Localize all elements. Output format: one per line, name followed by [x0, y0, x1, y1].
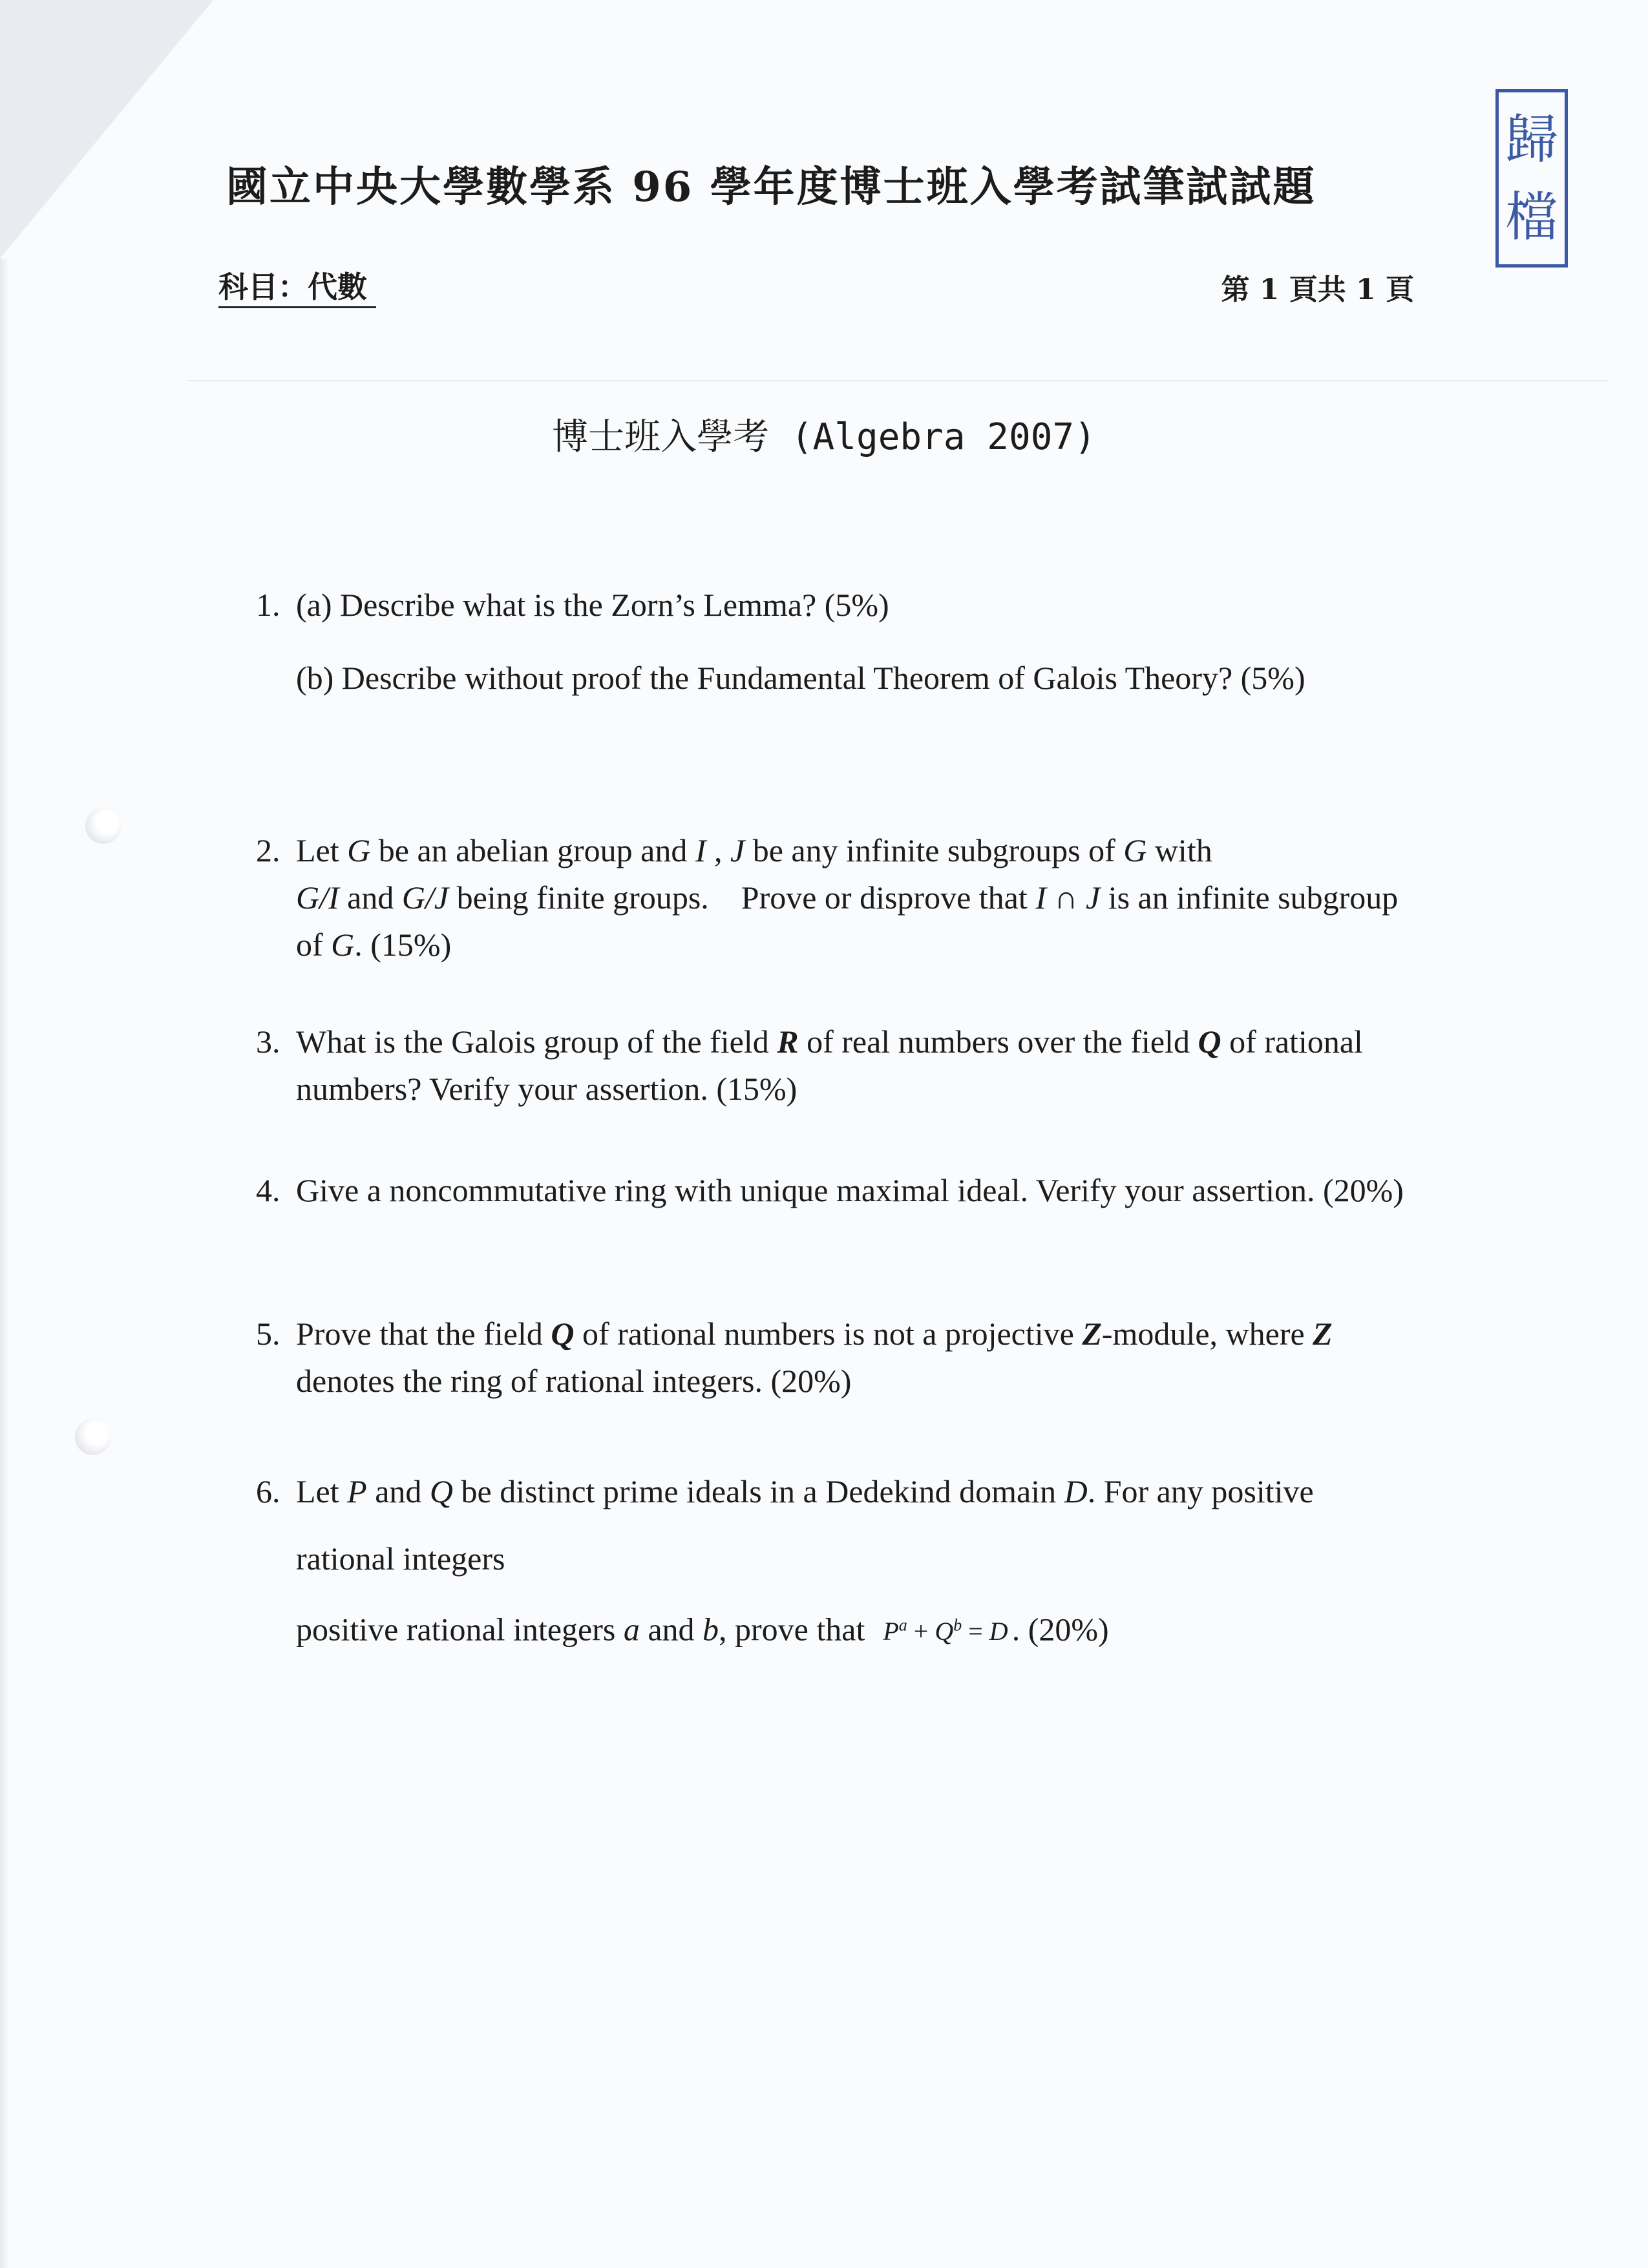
stamp-char-1: 歸: [1505, 109, 1558, 171]
text: of real numbers over the field: [798, 1024, 1198, 1060]
problem-3-text: [296, 1018, 1413, 1113]
formula-d: D: [989, 1617, 1008, 1646]
problem-6: [256, 1458, 1413, 1665]
formula-p: P: [883, 1617, 899, 1646]
formula-exp-b: b: [953, 1616, 962, 1635]
math-symbol: G: [331, 927, 355, 963]
problem-1-part-b: [296, 655, 1413, 702]
text: be any infinite subgroups of: [745, 832, 1124, 868]
formula-equals: =: [962, 1617, 989, 1646]
problem-1-part-a: (a) Describe what is the Zorn’s Lemma? (5%): [296, 587, 889, 623]
text: and: [639, 1611, 703, 1648]
subject-label: 科目：代數: [218, 264, 376, 308]
ideal-sum-formula: [883, 1617, 1008, 1646]
text: . (15%): [354, 927, 452, 963]
header-divider: [187, 380, 1609, 381]
math-symbol: a: [623, 1611, 640, 1648]
problem-5-text: [296, 1310, 1413, 1405]
math-symbol: G: [1123, 832, 1147, 868]
text: and: [339, 879, 402, 916]
problem-4: [256, 1167, 1413, 1214]
problem-3: [256, 1018, 1413, 1113]
text: denotes the ring of rational integers. (20%): [296, 1363, 852, 1399]
math-symbol: I ∩ J: [1035, 879, 1101, 916]
text: -module, where: [1101, 1316, 1313, 1352]
archive-stamp: [1495, 89, 1568, 268]
text: of rational numbers? Verify your assertion. (15%): [296, 1024, 1363, 1107]
math-symbol: G: [347, 832, 371, 868]
problem-1: [256, 582, 1413, 702]
text: . For any positive rational integers: [296, 1473, 1314, 1577]
exam-heading: 博士班入學考 (Algebra 2007): [552, 416, 1096, 458]
text: of rational numbers is not a projective: [574, 1316, 1083, 1352]
text: be an abelian group and: [370, 832, 695, 868]
problem-4-text: Give a noncommutative ring with unique maximal ideal. Verify your assertion. (20%): [296, 1172, 1404, 1208]
text: and: [366, 1473, 430, 1509]
problem-number: 5.: [256, 1316, 280, 1352]
math-symbol: R: [777, 1024, 799, 1060]
text: is an infinite subgroup of: [296, 879, 1399, 963]
math-symbol: Q: [551, 1316, 575, 1352]
math-symbol: Q: [1198, 1024, 1221, 1060]
text: Let: [296, 832, 348, 868]
problem-1-part-b-text: (b) Describe without proof the Fundamental Theorem of Galois Theory? (5%): [296, 660, 1305, 696]
problem-number: 4.: [256, 1172, 280, 1208]
page-edge-shadow: [0, 258, 9, 2268]
math-symbol: Z: [1313, 1316, 1333, 1352]
math-symbol: b: [703, 1611, 719, 1648]
text: with: [1146, 832, 1212, 868]
text: . (20%): [1011, 1611, 1109, 1648]
text: Prove that the field: [296, 1316, 551, 1352]
problem-5: [256, 1310, 1413, 1405]
problem-number: 3.: [256, 1024, 280, 1060]
problem-number: 6.: [256, 1473, 280, 1509]
problem-2: [256, 827, 1413, 969]
text: being finite groups. Prove or disprove that: [449, 879, 1036, 916]
problem-2-text: [296, 827, 1413, 969]
punch-hole-top: [85, 808, 121, 844]
stamp-char-2: 檔: [1505, 187, 1558, 248]
math-symbol: Z: [1082, 1316, 1102, 1352]
math-symbol: Q: [429, 1473, 453, 1509]
problem-number: 2.: [256, 832, 280, 868]
math-symbol: I: [695, 832, 706, 868]
math-symbol: J: [730, 832, 745, 868]
problem-number: 1.: [256, 587, 280, 623]
formula-q: Q: [935, 1617, 954, 1646]
page-number: 第 1 頁共 1 頁: [1221, 273, 1414, 306]
math-symbol: D: [1064, 1473, 1088, 1509]
folded-corner: [0, 0, 213, 258]
formula-exp-a: a: [898, 1616, 907, 1635]
page-title: 國立中央大學數學系 96 學年度博士班入學考試筆試試題: [226, 163, 1316, 211]
text: What is the Galois group of the field: [296, 1024, 777, 1060]
formula-plus: +: [907, 1617, 935, 1646]
math-symbol: G/J: [401, 879, 449, 916]
punch-hole-bottom: [75, 1419, 111, 1455]
math-symbol: G/I: [296, 879, 339, 916]
text: ,: [706, 832, 730, 868]
problem-6-text: Let P and Q be distinct prime ideals in a Dedekind domain D. For any positive rational integers positive rational integers a and b, prove that $P^a + Q^b = D$ . (20%): [296, 1473, 1314, 1648]
math-symbol: P: [347, 1473, 367, 1509]
text: Let: [296, 1473, 348, 1509]
text: be distinct prime ideals in a Dedekind domain: [453, 1473, 1064, 1509]
text: , prove that: [719, 1611, 865, 1648]
